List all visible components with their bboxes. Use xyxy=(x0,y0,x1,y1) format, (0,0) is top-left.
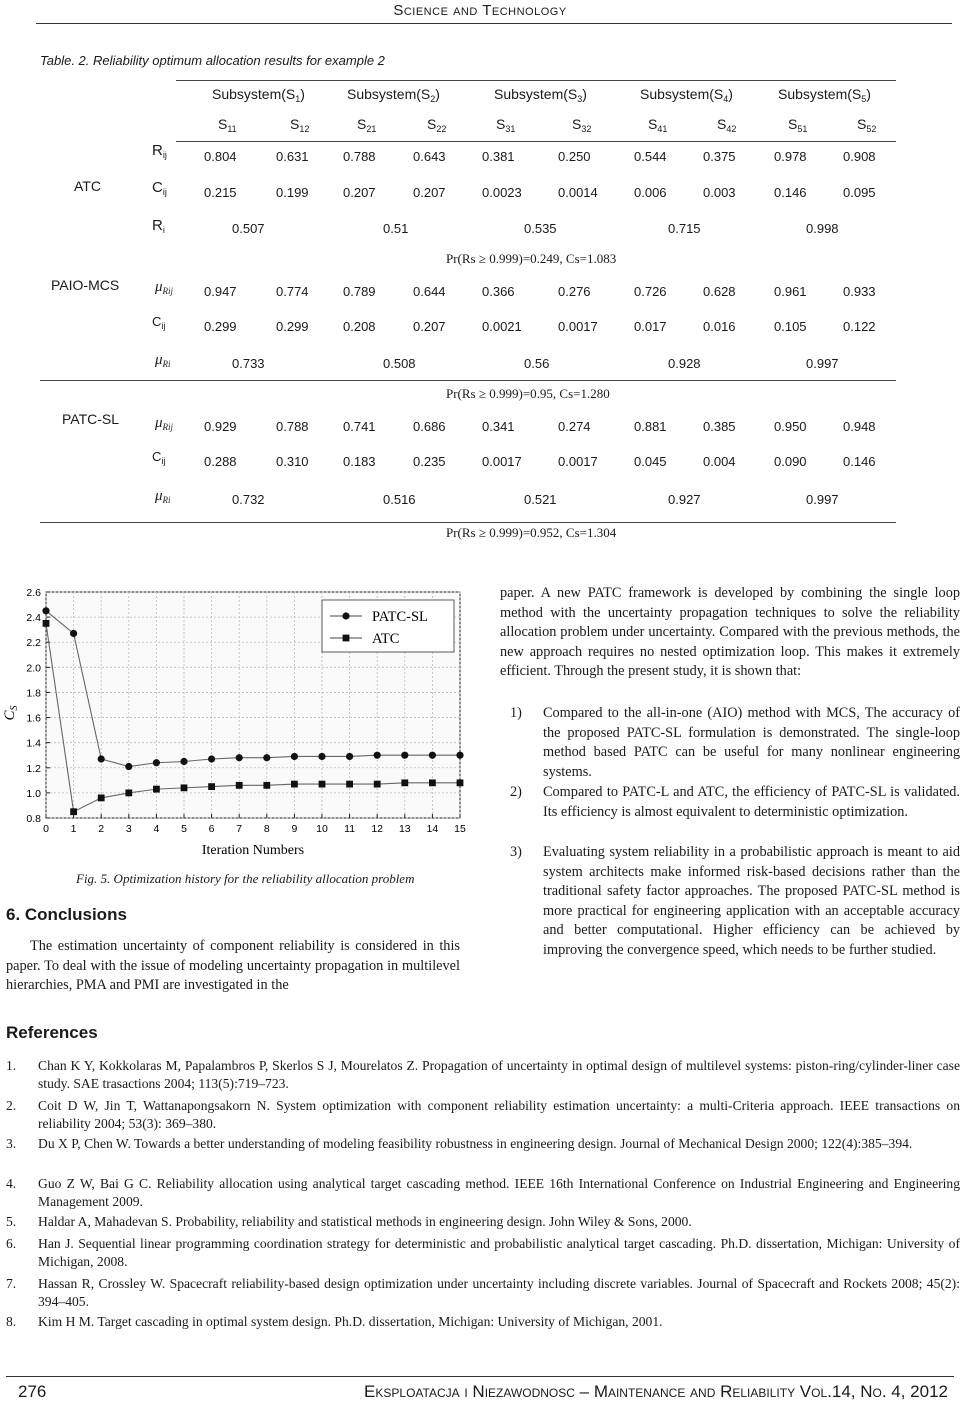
mu-ri-value: 0.997 xyxy=(806,356,839,371)
x-tick-label: 4 xyxy=(153,823,160,835)
reference-item xyxy=(6,1175,960,1211)
rij-value: 0.375 xyxy=(703,149,736,164)
x-tick-label: 7 xyxy=(236,823,243,835)
legend-label: ATC xyxy=(372,631,400,647)
data-point-atc xyxy=(291,781,298,788)
data-point-patc-sl xyxy=(70,630,77,637)
reference-item xyxy=(6,1313,960,1331)
rij-value: 0.788 xyxy=(343,149,376,164)
component-header: $S_{11}$ xyxy=(218,116,237,134)
x-tick-label: 6 xyxy=(208,823,215,835)
cij-value: 0.207 xyxy=(343,185,376,200)
rij-value: 0.381 xyxy=(482,149,515,164)
reference-item xyxy=(6,1135,960,1153)
subsystem-header: $Subsystem(S_4)$ xyxy=(640,86,733,104)
rij-value: 0.643 xyxy=(413,149,446,164)
data-point-atc xyxy=(374,781,381,788)
optimization-history-chart xyxy=(0,578,480,868)
x-tick-label: 0 xyxy=(43,823,49,835)
mu-rij-value: 0.686 xyxy=(413,419,446,434)
conclusions-heading: 6. Conclusions xyxy=(6,905,127,924)
reference-item xyxy=(6,1097,960,1133)
data-point-patc-sl xyxy=(153,759,160,766)
cij-value: 0.288 xyxy=(204,454,237,469)
data-point-atc xyxy=(236,782,243,789)
cij-value: 0.310 xyxy=(276,454,309,469)
legend-marker-circle xyxy=(342,612,349,619)
mu-rij-value: 0.933 xyxy=(843,284,876,299)
data-point-atc xyxy=(208,783,215,790)
mu-rij-value: 0.628 xyxy=(703,284,736,299)
cij-value: 0.183 xyxy=(343,454,376,469)
mu-rij-label: $\mu_{Rij}$ xyxy=(155,415,174,432)
mu-rij-value: 0.950 xyxy=(774,419,807,434)
reference-number: 2. xyxy=(6,1098,17,1113)
running-head-rule xyxy=(36,23,952,24)
legend-marker-square xyxy=(343,635,350,642)
mu-ri-value: 0.521 xyxy=(524,492,557,507)
reference-number: 8. xyxy=(6,1314,17,1329)
reference-text: Chan K Y, Kokkolaras M, Papalambros P, Skerlos S J, Mourelatos Z. Propagation of uncertainty in optimal design of multilevel systems: piston-ring/cylinder-liner case study. SAE trasactions 2004; 113(5):719–723. xyxy=(38,1058,960,1092)
mu-rij-label: $\mu_{Rij}$ xyxy=(155,279,174,296)
reference-text: Hassan R, Crossley W. Spacecraft reliability-based design optimization under uncertainty including discrete variables. Journal of Spacecraft and Rockets 2008; 45(2): 394–405. xyxy=(38,1276,960,1310)
reference-text: Guo Z W, Bai G C. Reliability allocation using analytical target cascading method. IEEE 16th International Conference on Industrial Engineering and Engineering Management 2009. xyxy=(38,1176,960,1210)
figure-caption: Fig. 5. Optimization history for the reliability allocation problem xyxy=(76,871,415,886)
legend-label: PATC-SL xyxy=(372,609,428,625)
data-point-atc xyxy=(43,620,50,627)
cij-value: 0.095 xyxy=(843,185,876,200)
mu-rij-value: 0.881 xyxy=(634,419,667,434)
subsystem-header: $Subsystem(S_3)$ xyxy=(494,86,587,104)
data-point-patc-sl xyxy=(429,752,436,759)
component-header: $S_{51}$ xyxy=(788,116,808,134)
cij-value: 0.045 xyxy=(634,454,667,469)
data-point-patc-sl xyxy=(42,607,49,614)
cij-value: 0.146 xyxy=(774,185,807,200)
cij-value: 0.0017 xyxy=(482,454,522,469)
data-point-atc xyxy=(429,779,436,786)
x-tick-label: 2 xyxy=(98,823,105,835)
reference-number: 6. xyxy=(6,1236,17,1251)
cij-value: 0.003 xyxy=(703,185,736,200)
cij-value: 0.215 xyxy=(204,185,237,200)
conclusions-left-text: The estimation uncertainty of component reliability is considered in this paper. To deal with the issue of modeling uncertainty propagation in multilevel hierarchies, PMA and PMI are investigated in the xyxy=(6,938,460,994)
cij-value: 0.006 xyxy=(634,185,667,200)
data-point-atc xyxy=(401,779,408,786)
mu-ri-value: 0.927 xyxy=(668,492,701,507)
conclusion-item-text: Compared to the all-in-one (AIO) method with MCS, The accuracy of the proposed PATC-SL formulation is demonstrated. The single-loop method based PATC can be useful for many nonlinear engineering systems. xyxy=(543,705,960,780)
x-tick-label: 1 xyxy=(70,823,77,835)
y-axis-label-sub: S xyxy=(9,705,20,711)
mu-rij-value: 0.726 xyxy=(634,284,667,299)
rij-value: 0.544 xyxy=(634,149,667,164)
cij-label: $C_{ij}$ xyxy=(152,179,167,197)
mu-ri-value: 0.732 xyxy=(232,492,265,507)
subsystem-header: $Subsystem(S_1)$ xyxy=(212,86,305,104)
mu-ri-label: $\mu_{Ri}$ xyxy=(155,488,171,505)
reference-number: 1. xyxy=(6,1058,17,1073)
reference-text: Han J. Sequential linear programming coordination strategy for deterministic and probabilistic analytical target cascading. Ph.D. dissertation, Michigan: University of Michigan, 2008. xyxy=(38,1236,960,1270)
y-tick-label: 1.4 xyxy=(26,737,41,750)
mu-rij-value: 0.947 xyxy=(204,284,237,299)
x-tick-label: 11 xyxy=(344,823,356,835)
mu-ri-value: 0.56 xyxy=(524,356,550,371)
conclusion-item-1 xyxy=(500,704,960,782)
reference-item xyxy=(6,1213,960,1231)
cij-value: 0.0017 xyxy=(558,454,598,469)
mu-ri-label: $\mu_{Ri}$ xyxy=(155,352,171,369)
ri-value: 0.998 xyxy=(806,221,839,236)
x-tick-label: 3 xyxy=(125,823,132,835)
mu-ri-value: 0.733 xyxy=(232,356,265,371)
component-header: $S_{21}$ xyxy=(357,116,377,134)
x-tick-label: 12 xyxy=(371,823,384,835)
data-point-patc-sl xyxy=(374,752,381,759)
method-label-paio-mcs: PAIO-MCS xyxy=(51,277,120,293)
reference-item xyxy=(6,1057,960,1093)
mu-rij-value: 0.741 xyxy=(343,419,376,434)
running-head: Science and Technology xyxy=(393,2,567,19)
cij-value: 0.208 xyxy=(343,319,376,334)
rij-value: 0.908 xyxy=(843,149,876,164)
cij-value: 0.0014 xyxy=(558,185,598,200)
reference-text: Haldar A, Mahadevan S. Probability, reliability and statistical methods in engineering design. John Wiley & Sons, 2000. xyxy=(38,1214,692,1229)
mu-rij-value: 0.789 xyxy=(343,284,376,299)
component-header: $S_{32}$ xyxy=(572,116,592,134)
cij-value: 0.090 xyxy=(774,454,807,469)
conclusion-item-3 xyxy=(500,843,960,961)
data-point-patc-sl xyxy=(456,752,463,759)
data-point-patc-sl xyxy=(236,754,243,761)
x-tick-label: 10 xyxy=(316,823,328,835)
reference-text: Du X P, Chen W. Towards a better understanding of modeling feasibility robustness in engineering design. Journal of Mechanical Design 2000; 122(4):385–394. xyxy=(38,1136,913,1151)
mu-rij-value: 0.644 xyxy=(413,284,446,299)
component-header: $S_{52}$ xyxy=(857,116,877,134)
table-caption: Table. 2. Reliability optimum allocation results for example 2 xyxy=(40,53,385,68)
data-point-atc xyxy=(319,781,326,788)
mu-rij-value: 0.788 xyxy=(276,419,309,434)
cij-label: $C_{ij}$ xyxy=(152,449,166,466)
y-tick-label: 2.2 xyxy=(26,637,41,650)
cij-value: 0.146 xyxy=(843,454,876,469)
mu-rij-value: 0.929 xyxy=(204,419,237,434)
cij-value: 0.299 xyxy=(276,319,309,334)
reference-item xyxy=(6,1275,960,1311)
ri-label: $R_i$ xyxy=(152,217,165,235)
y-tick-label: 2.4 xyxy=(26,612,41,625)
cij-value: 0.0021 xyxy=(482,319,522,334)
mu-ri-value: 0.516 xyxy=(383,492,416,507)
atc-summary: Pr(Rs ≥ 0.999)=0.249, Cs=1.083 xyxy=(446,251,617,266)
rij-value: 0.250 xyxy=(558,149,591,164)
cij-value: 0.235 xyxy=(413,454,446,469)
paio-summary: Pr(Rs ≥ 0.999)=0.95, Cs=1.280 xyxy=(446,386,610,401)
x-tick-label: 5 xyxy=(181,823,187,835)
x-tick-label: 13 xyxy=(398,823,411,835)
y-axis-label: $C_S$ xyxy=(2,705,20,721)
data-point-patc-sl xyxy=(401,752,408,759)
cij-value: 0.016 xyxy=(703,319,736,334)
reference-number: 5. xyxy=(6,1214,17,1229)
mu-rij-value: 0.276 xyxy=(558,284,591,299)
x-tick-label: 8 xyxy=(263,823,270,835)
rij-value: 0.804 xyxy=(204,149,237,164)
data-point-atc xyxy=(457,779,464,786)
ri-value: 0.715 xyxy=(668,221,701,236)
page-number: 276 xyxy=(18,1382,47,1401)
data-point-patc-sl xyxy=(263,754,270,761)
mu-rij-value: 0.385 xyxy=(703,419,736,434)
ri-value: 0.535 xyxy=(524,221,557,236)
conclusions-right-text: paper. A new PATC framework is developed by combining the single loop method with the uncertainty propagation techniques to solve the reliability allocation problem under uncertainty. Compared with the previous methods, the new approach requires no nested optimization loop. This makes it extremely efficient. Through the present study, it is shown that: xyxy=(500,585,960,680)
conclusion-item-number: 3) xyxy=(510,844,522,860)
y-tick-label: 0.8 xyxy=(26,813,41,825)
y-tick-label: 2.6 xyxy=(26,587,41,599)
subsystem-header: $Subsystem(S_2)$ xyxy=(347,86,440,104)
ri-value: 0.507 xyxy=(232,221,265,236)
reference-number: 4. xyxy=(6,1176,17,1191)
data-point-atc xyxy=(125,789,132,796)
data-point-atc xyxy=(181,784,188,791)
data-point-patc-sl xyxy=(125,763,132,770)
reference-item xyxy=(6,1235,960,1271)
data-point-atc xyxy=(263,782,270,789)
cij-label: $C_{ij}$ xyxy=(152,314,166,331)
mu-rij-value: 0.274 xyxy=(558,419,591,434)
subsystem-header: $Subsystem(S_5)$ xyxy=(778,86,871,104)
cij-value: 0.299 xyxy=(204,319,237,334)
conclusion-item-2 xyxy=(500,783,960,822)
journal-title: Eksploatacja i Niezawodnosc – Maintenance and Reliability Vol.14, No. 4, 2012 xyxy=(364,1382,948,1401)
component-header: $S_{31}$ xyxy=(496,116,516,134)
data-point-patc-sl xyxy=(318,753,325,760)
x-tick-label: 9 xyxy=(291,823,298,835)
method-label-atc: ATC xyxy=(74,178,101,194)
component-header: $S_{42}$ xyxy=(717,116,737,134)
mu-ri-value: 0.508 xyxy=(383,356,416,371)
mu-rij-value: 0.341 xyxy=(482,419,515,434)
table-rule xyxy=(176,141,896,142)
y-tick-label: 2.0 xyxy=(26,662,41,675)
cij-value: 0.0023 xyxy=(482,185,522,200)
mu-rij-value: 0.774 xyxy=(276,284,309,299)
data-point-patc-sl xyxy=(291,753,298,760)
cij-value: 0.122 xyxy=(843,319,876,334)
y-tick-label: 1.6 xyxy=(26,712,41,725)
x-tick-label: 14 xyxy=(426,823,439,835)
conclusion-item-text: Evaluating system reliability in a probabilistic approach is meant to aid system architects make informed risk-based decisions rather than the traditional safety factor approaches. The proposed PATC-SL method is more practical for engineering application with an acceptable accuracy and better computational. Higher efficiency can be achieved by improving the convergence speed, which needs to be further studied. xyxy=(543,844,960,958)
cij-value: 0.004 xyxy=(703,454,736,469)
cij-value: 0.017 xyxy=(634,319,667,334)
method-label-patc-sl: PATC-SL xyxy=(62,411,120,427)
reference-number: 7. xyxy=(6,1276,17,1291)
data-point-patc-sl xyxy=(346,753,353,760)
y-tick-label: 1.8 xyxy=(26,687,41,700)
data-point-patc-sl xyxy=(180,758,187,765)
cij-value: 0.199 xyxy=(276,185,309,200)
data-point-patc-sl xyxy=(208,755,215,762)
cij-value: 0.0017 xyxy=(558,319,598,334)
data-point-atc xyxy=(346,781,353,788)
conclusion-item-text: Compared to PATC-L and ATC, the efficiency of PATC-SL is validated. Its efficiency is almost equivalent to deterministic optimization. xyxy=(543,784,960,820)
component-header: $S_{12}$ xyxy=(290,116,310,134)
data-point-atc xyxy=(98,795,105,802)
y-tick-label: 1.2 xyxy=(26,762,41,775)
table-rule xyxy=(40,380,896,381)
ri-value: 0.51 xyxy=(383,221,409,236)
table-rule xyxy=(40,522,896,523)
conclusion-item-number: 2) xyxy=(510,784,522,800)
table-rule xyxy=(176,80,896,81)
data-point-atc xyxy=(153,786,160,793)
footer-rule xyxy=(6,1376,954,1377)
mu-rij-value: 0.961 xyxy=(774,284,807,299)
conclusions-left-paragraph xyxy=(6,937,460,996)
cij-value: 0.207 xyxy=(413,185,446,200)
mu-rij-value: 0.948 xyxy=(843,419,876,434)
component-header: $S_{22}$ xyxy=(427,116,447,134)
reference-text: Coit D W, Jin T, Wattanapongsakorn N. System optimization with component reliability estimation uncertainty: a multi-Criteria approach. IEEE transactions on reliability 2004; 53(3): 369–380. xyxy=(38,1098,960,1132)
rij-value: 0.631 xyxy=(276,149,309,164)
y-tick-label: 1.0 xyxy=(26,787,41,800)
component-header: $S_{41}$ xyxy=(648,116,668,134)
conclusion-item-number: 1) xyxy=(510,705,522,721)
patc-summary: Pr(Rs ≥ 0.999)=0.952, Cs=1.304 xyxy=(446,525,617,540)
mu-rij-value: 0.366 xyxy=(482,284,515,299)
references-heading: References xyxy=(6,1023,98,1042)
reference-number: 3. xyxy=(6,1136,17,1151)
x-tick-label: 15 xyxy=(454,823,466,835)
reference-text: Kim H M. Target cascading in optimal system design. Ph.D. dissertation, Michigan: University of Michigan, 2001. xyxy=(38,1314,663,1329)
conclusions-right-paragraph xyxy=(500,584,960,682)
cij-value: 0.105 xyxy=(774,319,807,334)
rij-label: $R_{ij}$ xyxy=(152,142,167,160)
x-axis-label: Iteration Numbers xyxy=(201,843,305,858)
rij-value: 0.978 xyxy=(774,149,807,164)
mu-ri-value: 0.997 xyxy=(806,492,839,507)
mu-ri-value: 0.928 xyxy=(668,356,701,371)
data-point-patc-sl xyxy=(98,755,105,762)
cij-value: 0.207 xyxy=(413,319,446,334)
data-point-atc xyxy=(70,808,77,815)
